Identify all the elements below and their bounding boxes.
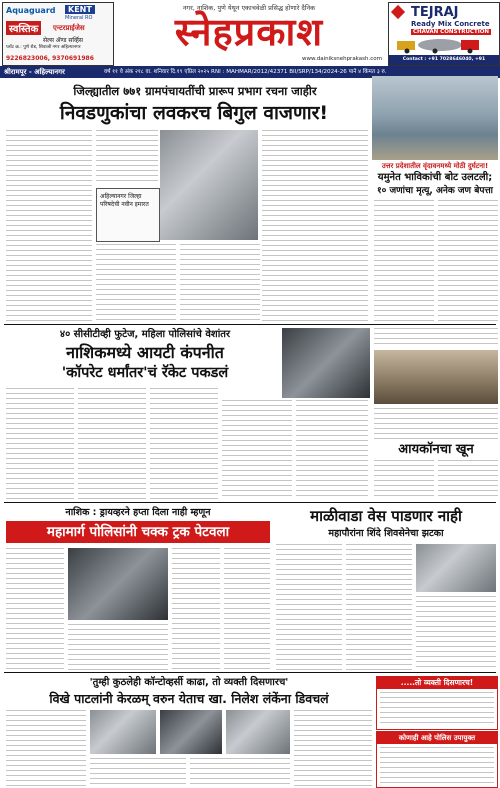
sidebar-box-1-body <box>380 692 494 726</box>
lead-headline: निवडणुकांचा लवकरच बिगुल वाजणार! <box>59 102 329 124</box>
crowd-photo <box>374 350 498 404</box>
ad-address: प्लॉट क्र.: पुणे रोड, शिवाजी नगर अहिल्यानगर <box>6 45 81 50</box>
ad-tejraj-company: CHAVAN CONSTRUCTION <box>413 29 490 35</box>
yamuna-body-col-2 <box>438 200 498 322</box>
masthead <box>0 0 500 66</box>
nashik-it-police-photo <box>282 328 370 398</box>
nashik-it-body-col-2 <box>78 388 146 500</box>
yamuna-boat-photo <box>372 76 498 160</box>
issue-details: वर्ष ११ वे अंक २१८ वा. शनिवार दि.१९ एप्रिल २०२५ RNI : MAHMAR/2012/42371 BII/SRP/134/2024-26 पाने ४ किंमत ३ रु. <box>104 69 387 75</box>
maliwada-gate-photo <box>416 544 496 592</box>
murder-headline: आयकॉनचा खून <box>398 442 474 457</box>
nashik-it-kicker: ४० सीसीटीव्ही फुटेज, महिला पोलिसांचे वेशांतर <box>59 329 231 340</box>
truck-body-col-2 <box>68 624 168 670</box>
ad-brand-kent-sub: Mineral RO <box>65 15 93 21</box>
right-col-body-1 <box>374 328 498 348</box>
sidebar-box-2-body <box>380 747 494 784</box>
maliwada-body-col-2 <box>346 544 412 670</box>
bottom-body-col-4 <box>294 710 372 786</box>
nashik-it-body-col-1 <box>6 388 74 500</box>
bottom-photo-2 <box>160 710 222 754</box>
nashik-it-body-col-5 <box>296 400 368 500</box>
yamuna-headline-2: १० जणांचा मृत्यू, अनेक जण बेपत्ता <box>377 186 493 196</box>
yamuna-headline-1: यमुनेत भाविकांची बोट उलटली; <box>377 172 493 183</box>
ad-tejraj-contact: Contact : +91 7028646040, +91 <box>389 55 499 65</box>
bottom-headline: विखे पाटलांनी केरळम् वरुन येताच खा. निलेश लंकेंना डिवचलं <box>49 691 329 706</box>
maliwada-body-col-3 <box>416 596 496 670</box>
yamuna-body-col-1 <box>374 200 434 322</box>
burning-truck-photo <box>68 548 168 620</box>
right-advertisement <box>388 2 500 66</box>
ad-tejraj-brand: TEJRAJ <box>411 5 459 20</box>
lead-body-col-4 <box>180 244 260 322</box>
nashik-it-headline-2: 'कॉपरेट धर्मांतर'चं रॅकेट पकडलं <box>61 365 229 381</box>
ad-brand-aquaguard: Aquaguard <box>6 6 56 15</box>
nashik-it-body-col-4 <box>222 400 292 500</box>
sidebar-box-2 <box>376 731 498 788</box>
lead-body-col-3 <box>96 244 176 322</box>
tejraj-logo-icon <box>391 5 405 19</box>
left-advertisement <box>2 2 114 66</box>
ad-service: सेल्स ॲण्ड सर्व्हिस <box>43 37 83 44</box>
sidebar-box-2-title: कोणाही आहे पोलिस उपायुक्त <box>377 732 497 744</box>
masthead-tagline: नगर, नाशिक, पुणे येथून एकाचवेळी प्रसिद्ध होणारे दैनिक <box>182 4 316 12</box>
maliwada-subheadline: महापौरांना शिंदे शिवसेनेचा झटका <box>328 528 444 539</box>
maliwada-headline: माळीवाडा वेस पाडणार नाही <box>310 507 462 525</box>
lead-body-col-5 <box>262 130 368 322</box>
lead-kicker: जिल्ह्यातील ७७१ ग्रामपंचायतींची प्रारूप प्रभाग रचना जाहीर <box>73 84 317 98</box>
truck-kicker: नाशिक : ड्रायव्हरने हप्ता दिला नाही म्हणून <box>65 507 211 518</box>
nashik-it-body-col-3 <box>150 388 218 500</box>
truck-body-col-3 <box>172 548 220 670</box>
ad-phone: 9226823006, 9370691986 <box>6 55 94 62</box>
bottom-photo-1 <box>90 710 156 754</box>
lead-body-col-1 <box>6 130 92 322</box>
murder-body-col-1 <box>374 460 434 500</box>
lead-body-col-2 <box>96 130 158 184</box>
sidebar-box-1-title: .....तो व्यक्ती दिसणारच! <box>377 677 497 689</box>
truck-body-col-1 <box>6 548 64 670</box>
divider-2 <box>4 502 496 503</box>
bottom-body-col-2 <box>90 758 186 786</box>
ad-brand-kent: KENT <box>65 5 95 14</box>
bottom-body-col-3 <box>190 758 290 786</box>
maliwada-body-col-1 <box>276 544 342 670</box>
lead-info-box <box>96 188 160 242</box>
divider-3 <box>4 672 496 673</box>
yamuna-kicker: उत्तर प्रदेशातील वृंदावनमध्ये मोठी दुर्घटना! <box>381 162 489 170</box>
concrete-mixer-truck-icon <box>395 38 485 54</box>
bottom-photo-3 <box>226 710 290 754</box>
bottom-kicker: 'तुम्ही कुठलेही कॉन्टोव्हर्सी काढा, तो व्यक्ती दिसणारच' <box>89 677 289 688</box>
lead-info-box-text: अहिल्यानगर जिल्हा परिषदेची नवीन इमारत <box>100 193 149 208</box>
ad-shop-name: स्वस्तिक <box>6 21 41 35</box>
truck-headline: महामार्ग पोलिसांनी चक्क ट्रक पेटवला <box>6 521 270 543</box>
truck-body-col-4 <box>224 548 270 670</box>
masthead-website: www.dainiksnehprakash.com <box>302 56 382 62</box>
ad-tejraj-product: Ready Mix Concrete <box>411 20 490 28</box>
bottom-body-col-1 <box>6 710 86 786</box>
right-col-body-2 <box>374 408 498 440</box>
lead-zp-building-photo <box>160 130 258 240</box>
divider-1 <box>4 324 496 325</box>
issue-place: श्रीरामपूर - अहिल्यानगर <box>4 68 65 76</box>
masthead-title: स्नेहप्रकाश <box>174 10 324 54</box>
ad-shop-name-2: एन्टरप्राईजेस <box>53 24 85 32</box>
sidebar-box-1 <box>376 676 498 730</box>
murder-body-col-2 <box>438 460 498 500</box>
nashik-it-headline-1: नाशिकमध्ये आयटी कंपनीत <box>66 343 224 362</box>
